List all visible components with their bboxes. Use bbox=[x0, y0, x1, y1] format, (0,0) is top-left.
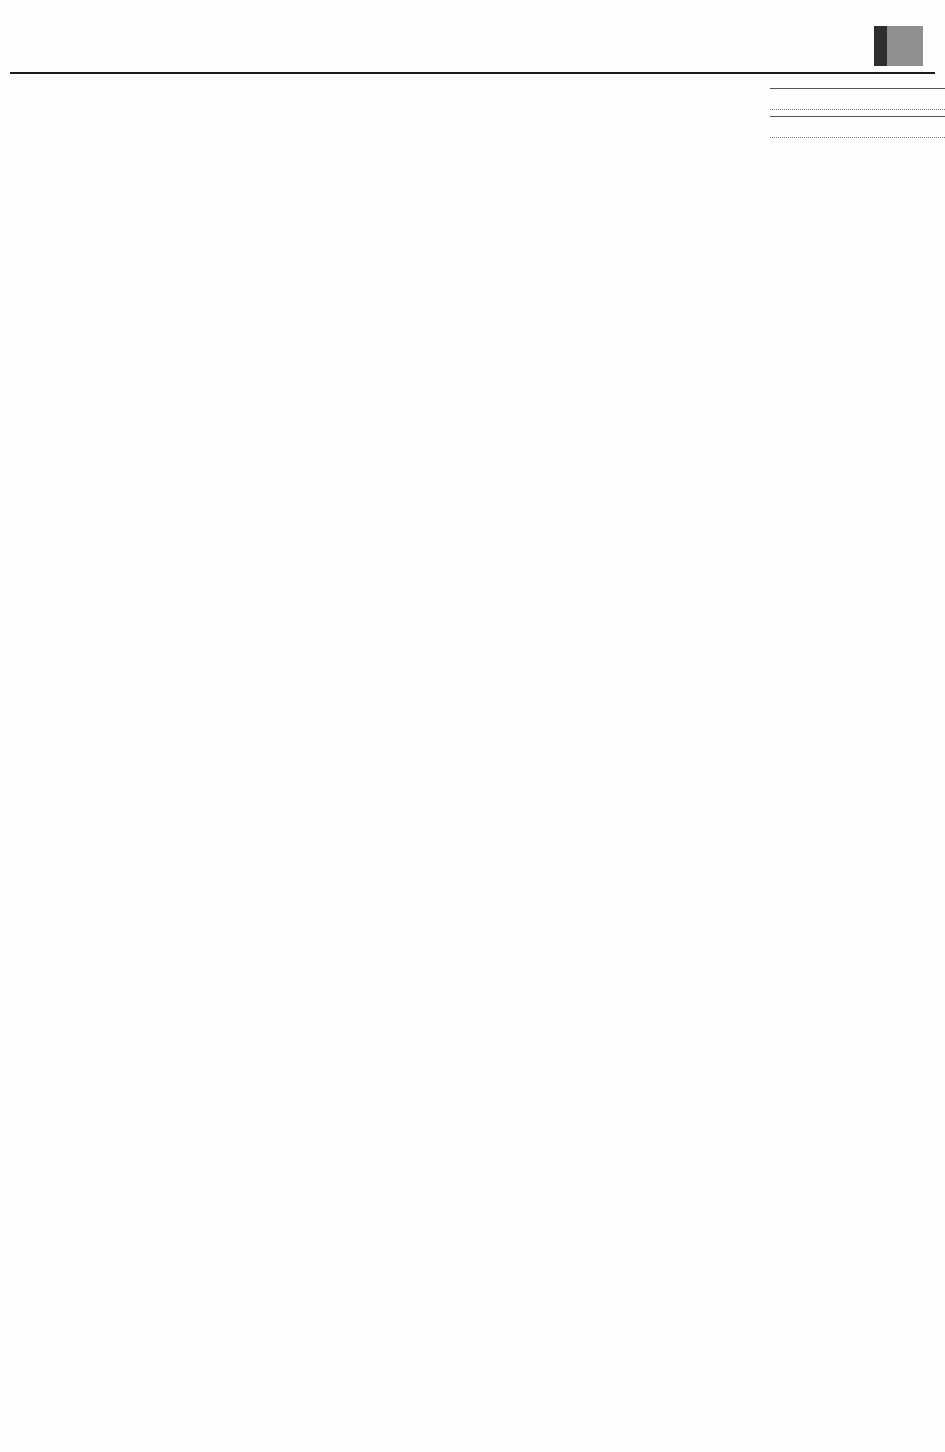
boxed-article bbox=[770, 88, 945, 110]
column-3 bbox=[380, 82, 632, 1434]
byline bbox=[770, 124, 945, 138]
byline bbox=[770, 96, 945, 110]
header-right bbox=[864, 26, 933, 66]
column-4 bbox=[642, 82, 760, 1434]
article-columns bbox=[0, 74, 945, 1434]
page-number bbox=[887, 26, 923, 66]
column-1 bbox=[10, 82, 182, 1434]
column-5 bbox=[770, 82, 945, 1434]
page-label bbox=[874, 26, 887, 66]
column-2 bbox=[192, 82, 370, 1434]
page-header bbox=[0, 0, 945, 72]
boxed-article bbox=[770, 116, 945, 138]
page-number-box bbox=[874, 26, 923, 66]
